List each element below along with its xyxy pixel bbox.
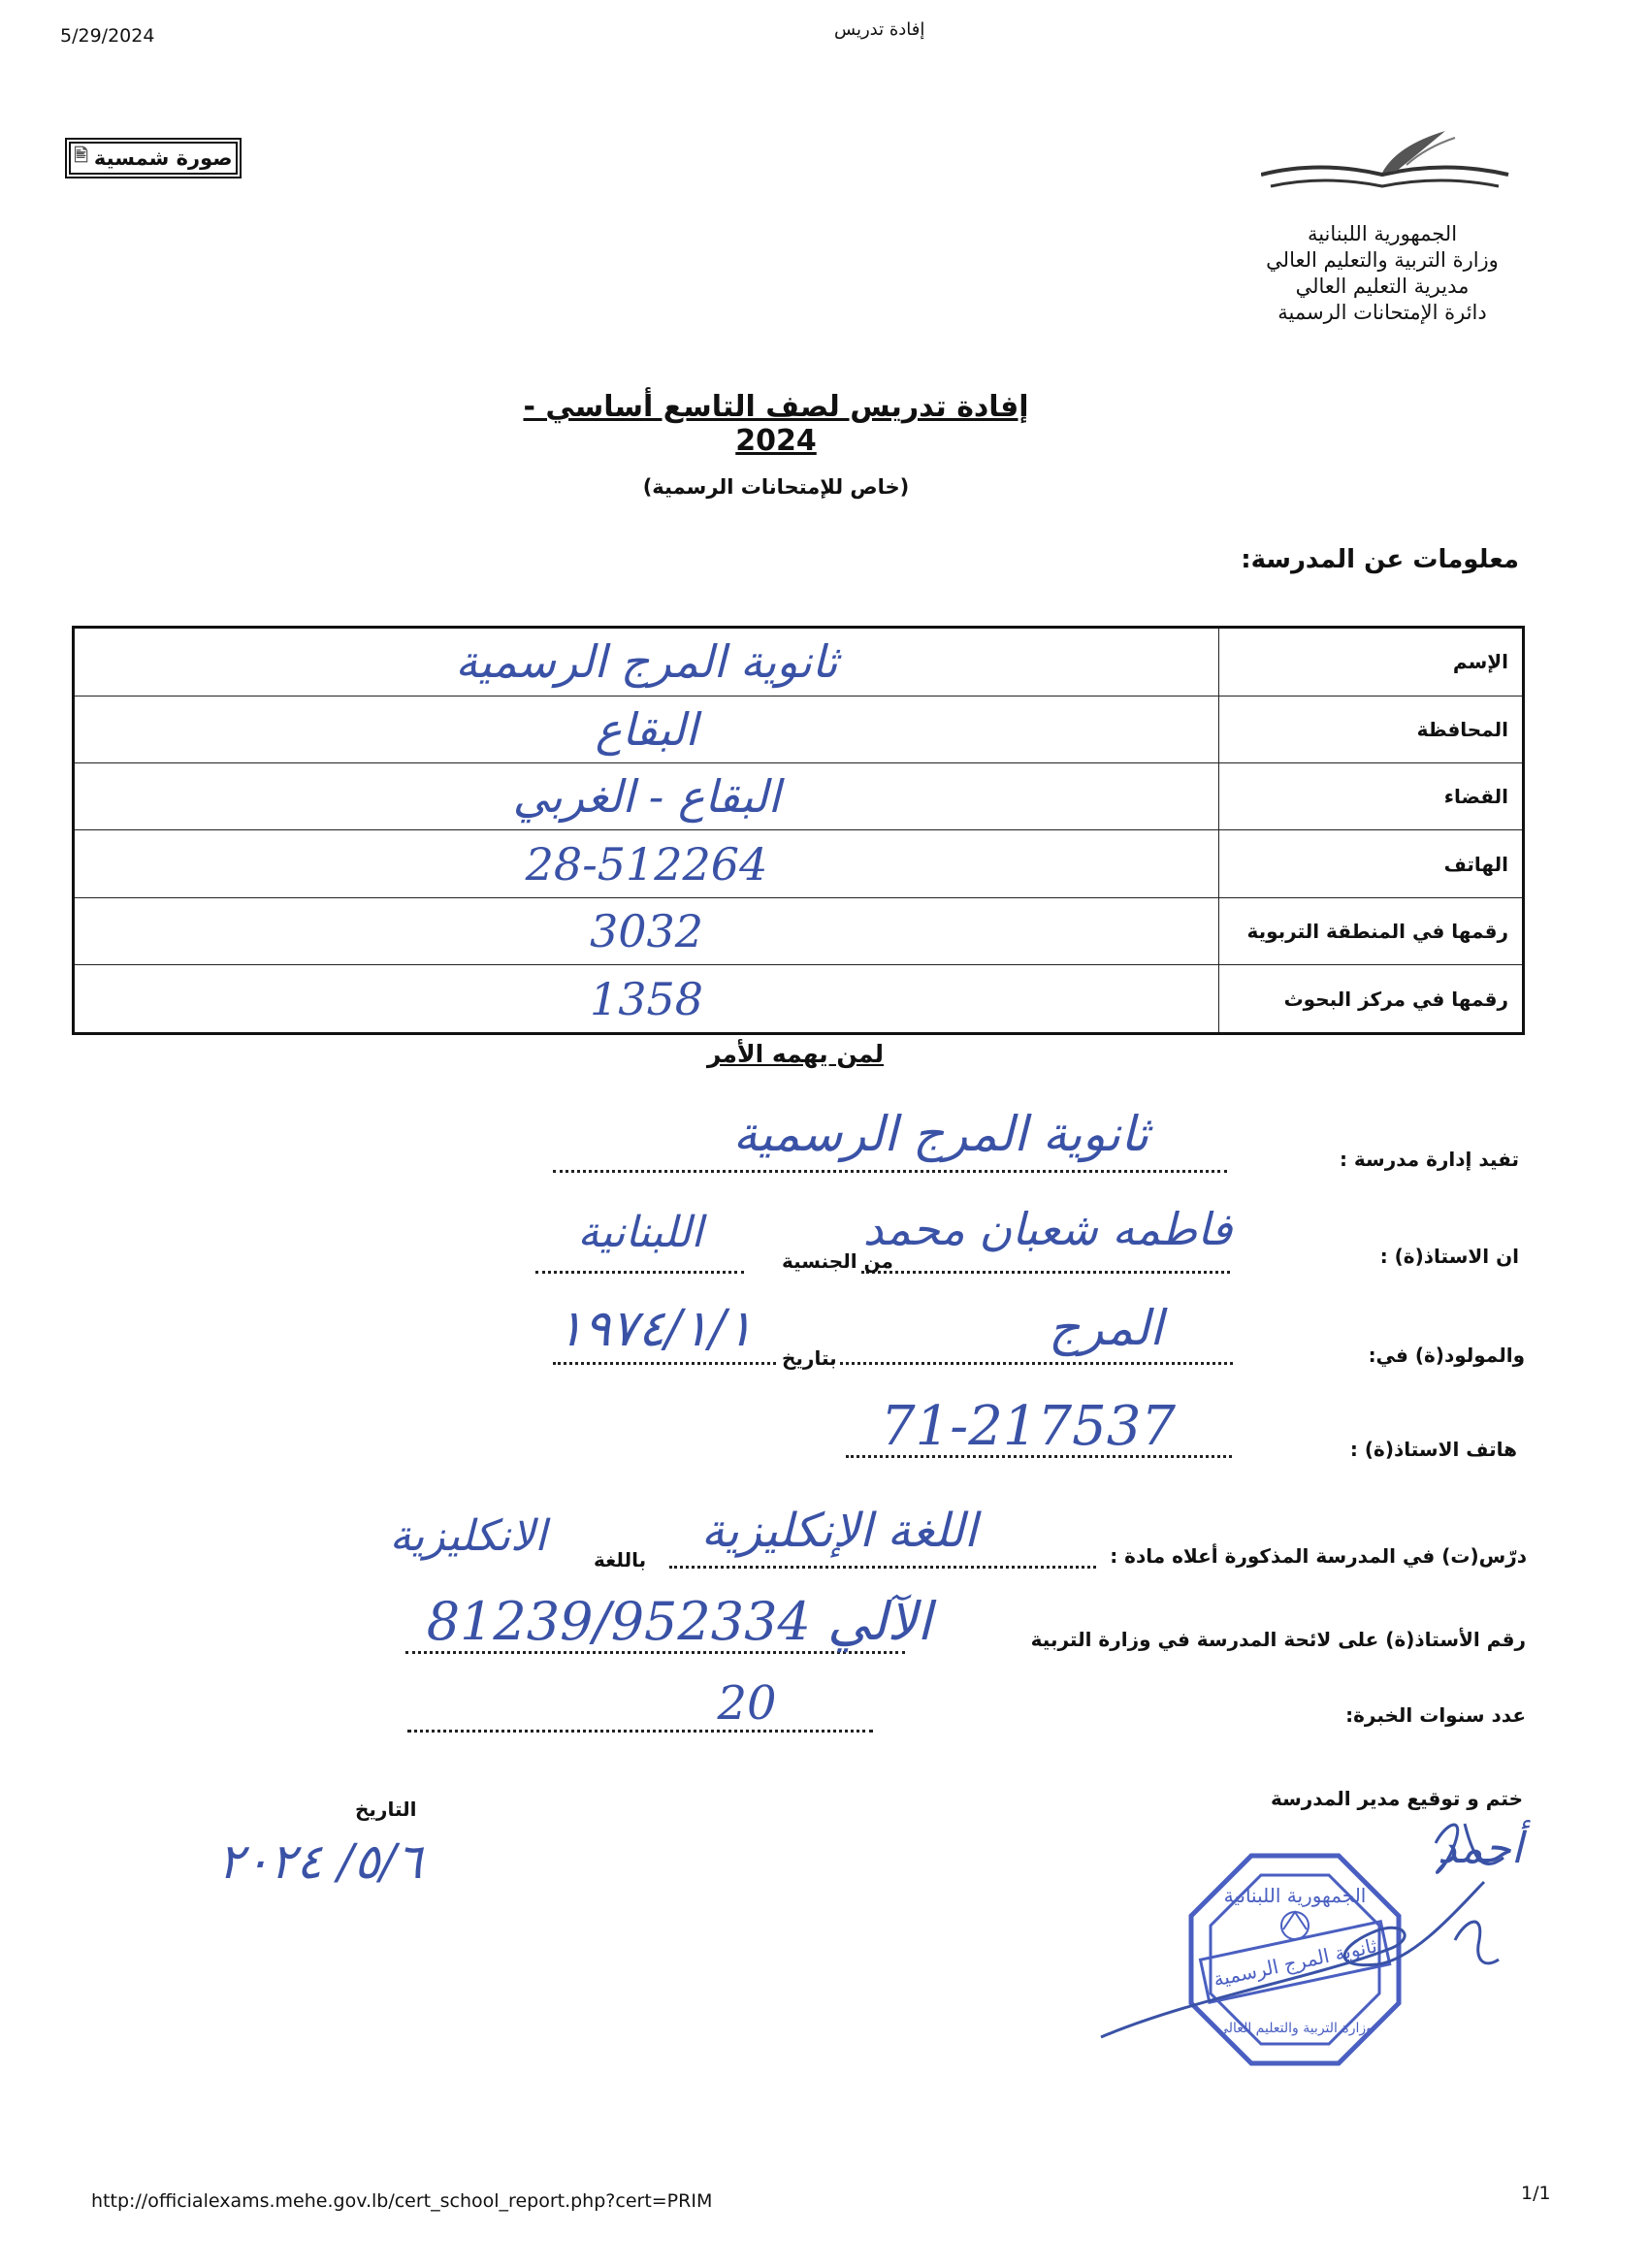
nationality-label: من الجنسية [782,1249,893,1273]
birth-date-value: ١٩٧٤/١/١ [556,1300,754,1358]
language-value: الانكليزية [389,1511,547,1561]
stamp-text-top: الجمهورية اللبنانية [1223,1884,1367,1907]
row-value-phone: 28-512264 [74,830,1219,897]
ministry-line-1: الجمهورية اللبنانية [1307,222,1458,245]
stamp-text-middle: ثانوية المرج الرسمية [1211,1933,1379,1992]
table-row [74,897,1524,964]
born-place-dots [840,1362,1233,1365]
born-label: والمولود(ة) في: [1368,1344,1525,1367]
born-place-value: المرج [1049,1300,1163,1356]
row-value-governorate: البقاع [74,696,1219,762]
teacher-phone-label: هاتف الاستاذ(ة) : [1349,1438,1517,1461]
signature-text: أحمد [1438,1824,1523,1873]
experience-value: 20 [717,1676,777,1731]
row-label-phone: الهاتف [1219,830,1524,897]
table-row [74,763,1524,830]
page-count: 1/1 [1521,2183,1551,2204]
date-label: التاريخ [355,1798,417,1821]
subject-value: اللغة الإنكليزية [700,1504,978,1558]
taught-subject-dots [669,1566,1096,1569]
ministry-line-4: دائرة الإمتحانات الرسمية [1277,301,1487,324]
row-value-research-number: 1358 [74,965,1219,1034]
table-row [74,696,1524,762]
table-row [74,830,1524,897]
teacher-dots [861,1271,1230,1274]
row-label-name: الإسم [1219,628,1524,697]
row-label-region-number: رقمها في المنطقة التربوية [1219,897,1524,964]
ministry-line-3: مديرية التعليم العالي [1295,275,1470,298]
print-date: 5/29/2024 [60,25,155,47]
section-heading: معلومات عن المدرسة: [1241,545,1519,574]
ministry-line-2: وزارة التربية والتعليم العالي [1266,248,1499,272]
birth-date-label: بتاريخ [782,1346,837,1370]
row-value-district: البقاع - الغربي [74,763,1219,830]
teacher-value: فاطمه شعبان محمد [862,1203,1233,1255]
taught-subject-label: درّس(ت) في المدرسة المذكورة أعلاه مادة : [1110,1544,1527,1568]
row-value-name: ثانوية المرج الرسمية [74,628,1219,697]
row-label-district: القضاء [1219,763,1524,830]
teacher-phone-value: 71-217537 [881,1395,1176,1458]
register-number-value: الآلي 81239/952334 [426,1591,932,1652]
language-label: باللغة [594,1548,647,1571]
register-number-label: رقم الأستاذ(ة) على لائحة المدرسة في وزارة التربية [1030,1628,1526,1651]
table-row [74,628,1524,697]
broken-image-icon: 🖹 [74,146,88,166]
birth-date-dots [553,1362,776,1365]
row-label-governorate: المحافظة [1219,696,1524,762]
ministry-letterhead [1242,221,1523,326]
document-title: إفادة تدريس لصف التاسع أساسي - 2024 [523,390,1029,458]
school-admin-label: تفيد إدارة مدرسة : [1339,1148,1519,1171]
school-admin-dots [553,1170,1227,1173]
ministry-book-logo-icon [1261,126,1513,213]
experience-label: عدد سنوات الخبرة: [1345,1703,1526,1727]
date-value: ٥/٦/ ٢٠٢٤ [217,1833,423,1890]
director-signature-icon [1096,1804,1542,2057]
print-url: http://officialexams.mehe.gov.lb/cert_school_report.php?cert=PRIM [91,2190,713,2212]
stamp-text-bottom: وزارة التربية والتعليم العالي [1217,2021,1373,2036]
row-label-research-number: رقمها في مركز البحوث [1219,965,1524,1034]
photo-label: صورة شمسية [93,146,233,170]
document-subtitle: (خاص للإمتحانات الرسمية) [642,475,910,499]
director-signature-label: ختم و توقيع مدير المدرسة [1270,1787,1523,1810]
nationality-dots [535,1271,744,1274]
print-title: إفادة تدريس [834,19,925,40]
table-row [74,965,1524,1034]
school-admin-value: ثانوية المرج الرسمية [732,1106,1149,1162]
photo-placeholder [65,138,242,178]
nationality-value: اللبنانية [577,1208,703,1257]
school-info-table [72,626,1525,1035]
teacher-label: ان الاستاذ(ة) : [1379,1245,1519,1268]
to-whom-heading: لمن يهمه الأمر [706,1040,885,1068]
row-value-region-number: 3032 [74,897,1219,964]
